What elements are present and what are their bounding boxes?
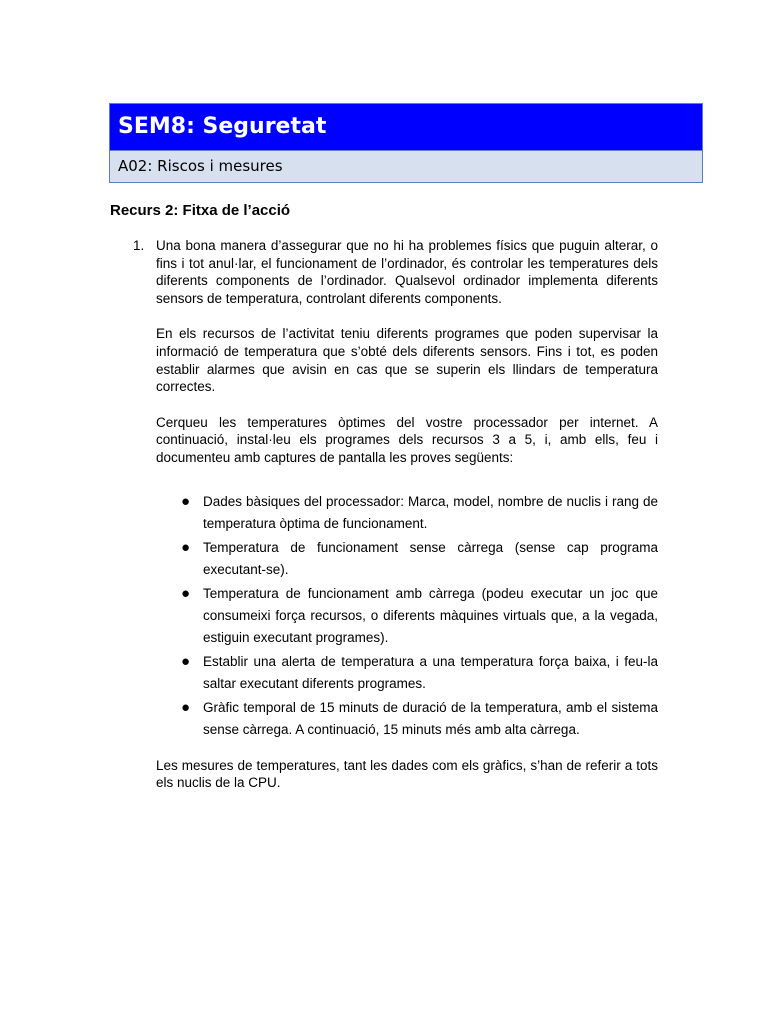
document-body [156, 237, 658, 805]
page-title: SEM8: Seguretat [110, 104, 702, 150]
document-header [109, 103, 703, 183]
list-item-number: 1. [133, 238, 145, 253]
paragraph-instructions: Cerqueu les temperatures òptimes del vostre processador per internet. A continuació, instal·leu els programes dels recursos 3 a 5, i, amb ells, feu i documenteu amb captures de pantalla les proves següents: [156, 414, 658, 465]
bullet-icon: ● [181, 652, 191, 670]
list-item-text: Establir una alerta de temperatura a una temperatura força baixa, i feu-la saltar executant diferents programes. [203, 653, 658, 691]
list-item [156, 537, 658, 581]
list-item [156, 491, 658, 535]
paragraph-closing: Les mesures de temperatures, tant les dades com els gràfics, s’han de referir a tots els nuclis de la CPU. [156, 757, 658, 791]
resource-title: Recurs 2: Fitxa de l’acció [110, 202, 291, 219]
bullet-icon: ● [181, 698, 191, 716]
list-item [156, 697, 658, 741]
page-subtitle: A02: Riscos i mesures [110, 150, 702, 182]
paragraph-intro: Una bona manera d’assegurar que no hi ha problemes físics que puguin alterar, o fins i tot anul·lar, el funcionament de l’ordinador, és controlar les temperatures dels diferents components de l’ordinador. Qualsevol ordinador implementa diferents sensors de temperatura, controlant diferents components. [156, 238, 658, 306]
list-item-text: Temperatura de funcionament amb càrrega (podeu executar un joc que consumeixi força recursos, o diferents màquines virtuals que, a la vegada, estiguin executant programes). [203, 585, 658, 645]
bullet-icon: ● [181, 492, 191, 510]
test-list [156, 491, 658, 741]
list-item [156, 651, 658, 695]
list-item-text: Temperatura de funcionament sense càrrega (sense cap programa executant-se). [203, 539, 658, 577]
bullet-icon: ● [181, 584, 191, 602]
list-item [156, 583, 658, 649]
bullet-icon: ● [181, 538, 191, 556]
list-item-text: Dades bàsiques del processador: Marca, model, nombre de nuclis i rang de temperatura òptima de funcionament. [203, 493, 658, 531]
list-item-text: Gràfic temporal de 15 minuts de duració de la temperatura, amb el sistema sense càrrega. A continuació, 15 minuts més amb alta càrrega. [203, 699, 658, 737]
paragraph-resources: En els recursos de l’activitat teniu diferents programes que poden supervisar la informació de temperatura que s’obté dels diferents sensors. Fins i tot, es poden establir alarmes que avisin en cas que se superin els llindars de temperatura correctes. [156, 326, 658, 395]
